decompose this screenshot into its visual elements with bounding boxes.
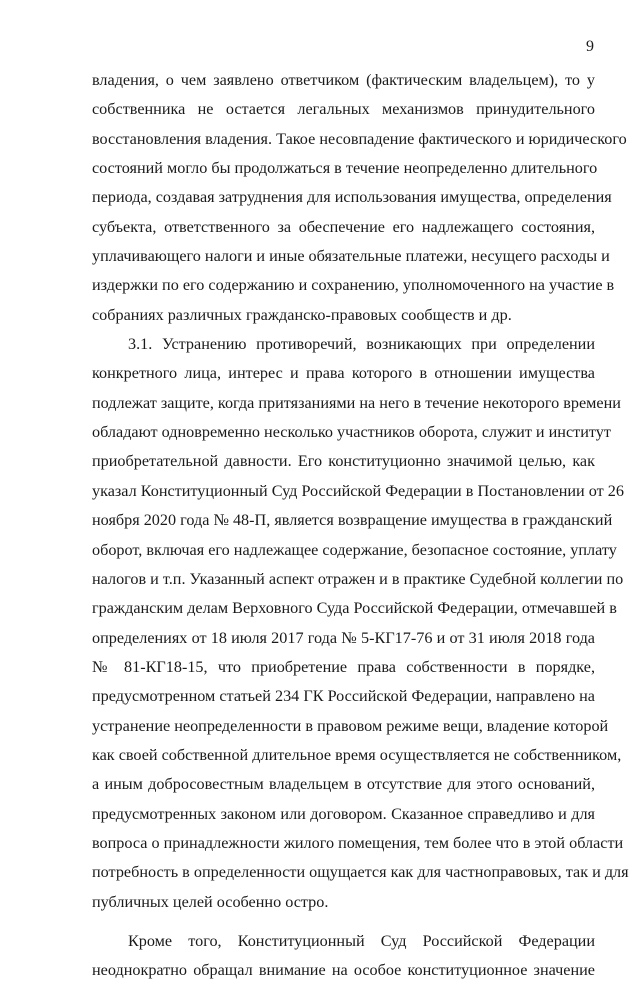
text-line: владения, о чем заявлено ответчиком (фактическим владельцем), то у [92,71,595,89]
text-line: неоднократно обращал внимание на особое конституционное значение [92,961,595,980]
text-line: издержки по его содержанию и сохранению, уполномоченного на участие в [92,276,615,295]
text-line: налогов и т.п. Указанный аспект отражен и в практике Судебной коллегии по [92,569,624,588]
text-line: а иным добросовестным владельцем в отсутствие для этого оснований, [92,775,595,794]
text-line: периода, создавая затруднения для использования имущества, определения [92,188,612,207]
text-line: устранение неопределенности в правовом режиме вещи, владение которой [92,716,609,735]
text-line: ноября 2020 года № 48-П, является возвращение имущества в гражданский [92,511,613,530]
text-line: подлежат защите, когда притязаниями на него в течение некоторого времени [92,393,621,412]
text-line: Кроме того, Конституционный Суд Российской Федерации [128,931,595,950]
text-line: гражданским делам Верховного Суда Российской Федерации, отмечавшей в [92,599,617,618]
paragraph-gap [92,917,595,927]
text-line: обладают одновременно несколько участников оборота, служит и институт [92,423,611,442]
page-number: 9 [586,38,594,55]
paragraph-1 [92,66,627,330]
text-line: уплачивающего налоги и иные обязательные платежи, несущего расходы и [92,247,610,266]
text-line: восстановления владения. Такое несовпадение фактического и юридического [92,129,627,148]
text-line: субъекта, ответственного за обеспечение его надлежащего состояния, [92,217,595,236]
paragraph-3 [92,927,595,986]
text-line: оборот, включая его надлежащее содержание, безопасное состояние, уплату [92,540,617,559]
text-line: № 81-КГ18-15, что приобретение права собственности в порядке, [92,657,595,676]
text-line: конкретного лица, интерес и права которого в отношении имущества [92,364,595,383]
text-line: потребность в определенности ощущается как для частноправовых, так и для [92,863,629,882]
text-line: 3.1. Устранению противоречий, возникающих при определении [128,335,595,354]
text-line: публичных целей особенно остро. [92,892,329,911]
text-line: предусмотренном статьей 234 ГК Российской Федерации, направлено на [92,687,595,706]
text-line: как своей собственной длительное время осуществляется не собственником, [92,745,622,764]
document-body [92,66,629,986]
text-line: указал Конституционный Суд Российской Федерации в Постановлении от 26 [92,481,624,500]
text-line: состояний могло бы продолжаться в течение неопределенно длительного [92,159,598,178]
text-line: предусмотренных законом или договором. Сказанное справедливо и для [92,804,595,823]
text-line: собраниях различных гражданско-правовых сообществ и др. [92,305,512,324]
text-line: определениях от 18 июля 2017 года № 5-КГ17-76 и от 31 июля 2018 года [92,628,595,647]
text-line: собственника не остается легальных механизмов принудительного [92,100,595,119]
text-line: приобретательной давности. Его конституционно значимой целью, как [92,452,595,471]
paragraph-2 [92,330,629,917]
text-line: вопроса о принадлежности жилого помещения, тем более что в этой области [92,833,624,852]
